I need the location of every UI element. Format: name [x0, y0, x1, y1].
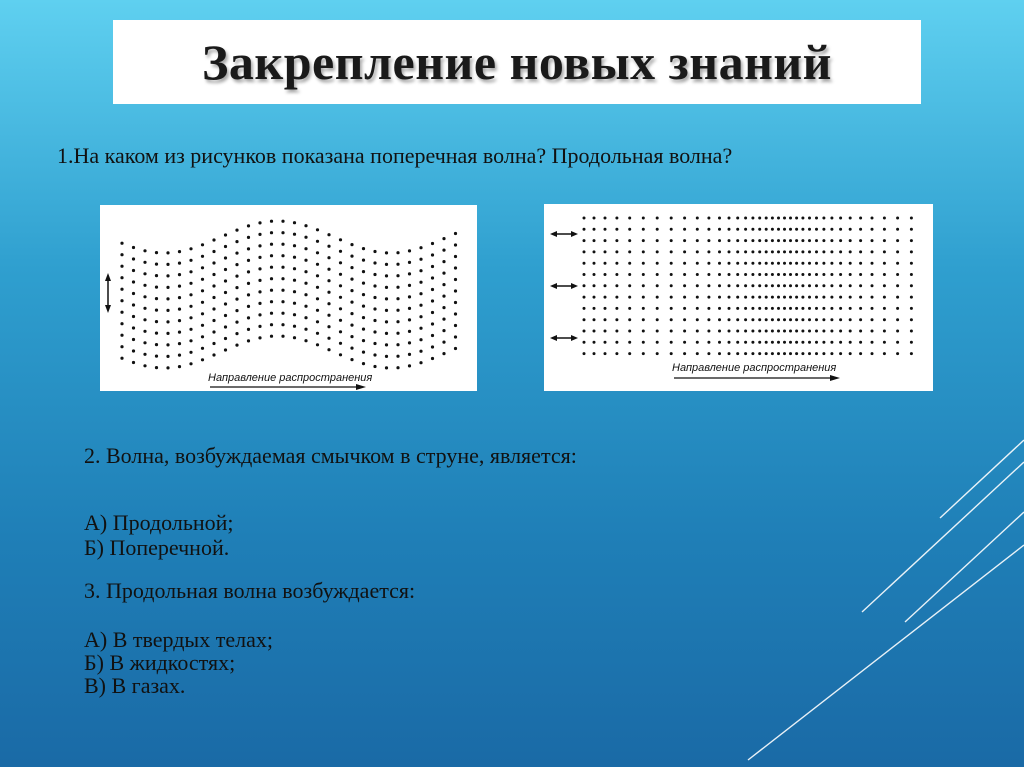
- wave-dots: [120, 220, 457, 370]
- arrow-right-icon: [674, 375, 840, 381]
- double-arrow-horizontal-icon: [550, 231, 578, 341]
- longitudinal-wave-figure: [544, 204, 933, 391]
- transverse-wave-drawing: [100, 205, 477, 391]
- question-2-option-b: Б) Поперечной.: [84, 535, 230, 560]
- figure-right-caption: Направление распространения: [672, 362, 837, 374]
- transverse-wave-figure: [100, 205, 477, 391]
- question-3: 3. Продольная волна возбуждается:: [84, 578, 416, 603]
- arrow-right-icon: [210, 384, 366, 390]
- double-arrow-vertical-icon: [105, 273, 111, 313]
- question-3-option-b: Б) В жидкостях;: [84, 650, 236, 675]
- question-3-option-c: В) В газах.: [84, 673, 186, 698]
- question-3-option-a: А) В твердых телах;: [84, 627, 273, 652]
- title-box: [113, 20, 921, 104]
- slide-title: Закрепление новых знаний: [202, 34, 832, 90]
- longitudinal-wave-drawing: [544, 204, 933, 391]
- figure-left-caption: Направление распространения: [208, 372, 373, 384]
- question-2-option-a: А) Продольной;: [84, 510, 234, 535]
- question-2: 2. Волна, возбуждаемая смычком в струне, является:: [84, 443, 577, 468]
- question-1: 1.На каком из рисунков показана поперечная волна? Продольная волна?: [57, 143, 733, 168]
- wave-dots: [583, 217, 913, 356]
